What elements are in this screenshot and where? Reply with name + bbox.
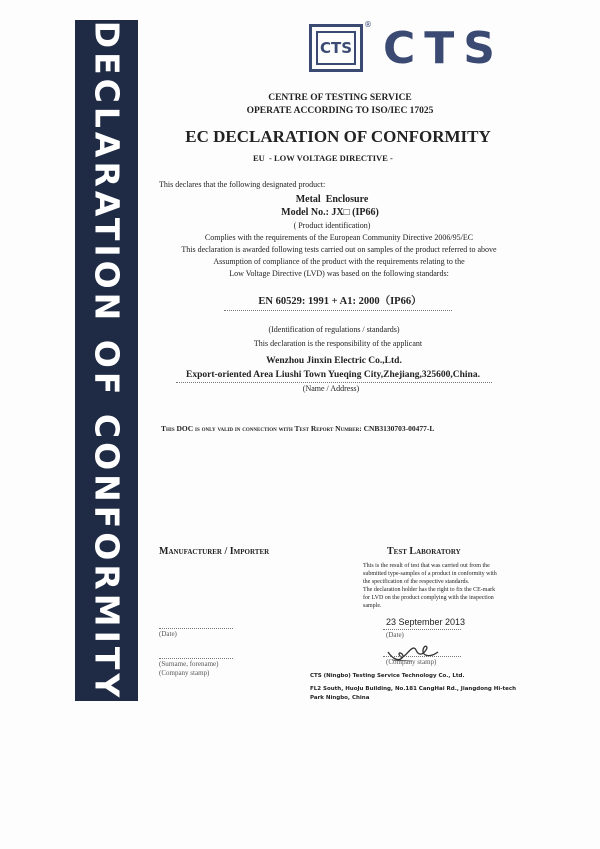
side-banner-text: DECLARATION OF CONFORMITY [87,20,126,701]
manufacturer-stamp-label: (Company stamp) [159,669,210,677]
manufacturer-name-label: (Surname, forename) [159,660,219,668]
applicant-address: Export-oriented Area Liushi Town Yueqing City,Zhejiang,325600,China. [186,370,480,380]
side-banner [75,20,138,701]
directive-line: EU - LOW VOLTAGE DIRECTIVE - [253,153,393,163]
test-lab-date: 23 September 2013 [386,617,466,627]
iso-statement: OPERATE ACCORDING TO ISO/IEC 17025 [246,106,434,116]
manufacturer-name-line [159,658,233,659]
test-lab-desc-5: for LVD on the product complying with the inspection [363,595,494,601]
test-lab-date-label: (Date) [386,631,404,639]
standard-underline [224,310,452,311]
manufacturer-date-line [159,628,233,629]
test-lab-address-2: Park Ningbo, China [310,695,370,701]
test-lab-desc-1: This is the result of test that was carried out from the [363,563,490,569]
validity-statement: This DOC is only valid in connection with Test Report Number: CNB3130703-00477-L [161,424,435,433]
page-title: EC DECLARATION OF CONFORMITY [185,127,491,146]
product-identification-label: ( Product identification) [293,221,371,230]
registered-mark: ® [364,20,372,29]
standard-label: (Identification of regulations / standards) [268,325,400,334]
centre-of-testing: CENTRE OF TESTING SERVICE [268,93,412,103]
model-number: Model No.: JX□ (IP66) [281,207,379,218]
product-name: Metal Enclosure [295,194,369,205]
applicant-name: Wenzhou Jinxin Electric Co.,Ltd. [266,356,402,366]
complies-line-2: This declaration is awarded following tests carried out on samples of the product referred to above [181,245,497,254]
test-lab-desc-3: the specification of the respective standards. [363,579,470,585]
manufacturer-heading: Manufacturer / Importer [159,546,270,557]
test-lab-company: CTS (Ningbo) Testing Service Technology Co., Ltd. [310,673,465,679]
test-lab-heading: Test Laboratory [387,546,461,557]
manufacturer-date-label: (Date) [159,630,177,638]
applicant-label: (Name / Address) [302,384,360,393]
standard-value: EN 60529: 1991 + A1: 2000（IP66） [258,296,422,307]
test-lab-desc-4: The declaration holder has the right to fix the CE-mark [363,587,496,593]
cts-logo-mark-text: CTS [316,31,356,65]
complies-line-3: Assumption of compliance of the product with the requirements relating to the [213,257,465,266]
cts-wordmark: CTS [383,23,504,74]
cts-logo-mark [309,24,363,72]
test-lab-stamp-label: (Company stamp) [386,658,437,666]
declares-text: This declares that the following designated product: [159,180,326,189]
test-lab-stamp-line [383,656,461,657]
complies-line-4: Low Voltage Directive (LVD) was based on the following standards: [229,269,449,278]
test-lab-desc-2: submitted type-samples of a product in conformity with [363,571,497,577]
test-lab-address-1: FL2 South, HuoJu Building, No.181 CangHai Rd., Jiangdong Hi-tech [310,686,517,692]
applicant-underline [176,382,492,383]
test-lab-desc-6: sample. [363,603,382,609]
responsibility-text: This declaration is the responsibility of the applicant [253,339,423,348]
complies-line-1: Complies with the requirements of the European Community Directive 2006/95/EC [204,233,474,242]
